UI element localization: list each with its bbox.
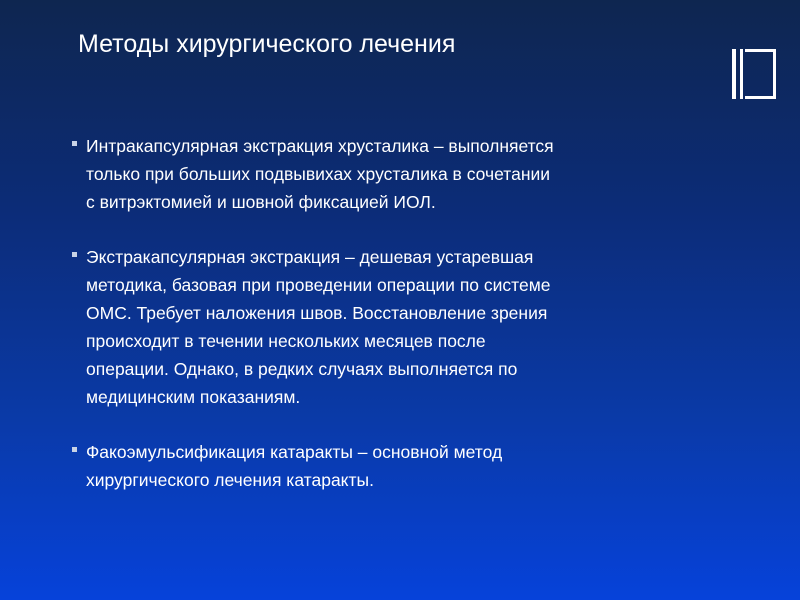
bullet-text — [86, 132, 710, 216]
bullet-square-icon — [72, 141, 77, 146]
bullet-line: Интракапсулярная экстракция хрусталика – выполняется — [86, 136, 554, 156]
bullet-line: с витрэктомией и шовной фиксацией ИОЛ. — [86, 192, 436, 212]
bullet-text — [86, 243, 710, 411]
bullet-line: ОМС. Требует наложения швов. Восстановление зрения — [86, 303, 548, 323]
bullet-line: Экстракапсулярная экстракция – дешевая устаревшая — [86, 247, 534, 267]
bullet-item-intracapsular — [70, 132, 710, 216]
bullet-square-icon — [72, 252, 77, 257]
bullet-line: происходит в течении нескольких месяцев после — [86, 331, 486, 351]
bullet-line: методика, базовая при проведении операции по системе — [86, 275, 551, 295]
bullet-item-phacoemulsification — [70, 438, 710, 494]
slide-title: Методы хирургического лечения — [78, 30, 456, 58]
bullet-square-icon — [72, 447, 77, 452]
bullet-line: Факоэмульсификация катаракты – основной метод — [86, 442, 503, 462]
bullet-line: только при больших подвывихах хрусталика в сочетании — [86, 164, 551, 184]
bullet-text — [86, 438, 710, 494]
bullet-list — [70, 132, 710, 521]
bullet-line: хирургического лечения катаракты. — [86, 470, 374, 490]
decorative-frame-icon — [732, 49, 776, 99]
bullet-item-extracapsular — [70, 243, 710, 411]
bullet-line: операции. Однако, в редких случаях выполняется по — [86, 359, 518, 379]
bullet-line: медицинским показаниям. — [86, 387, 301, 407]
